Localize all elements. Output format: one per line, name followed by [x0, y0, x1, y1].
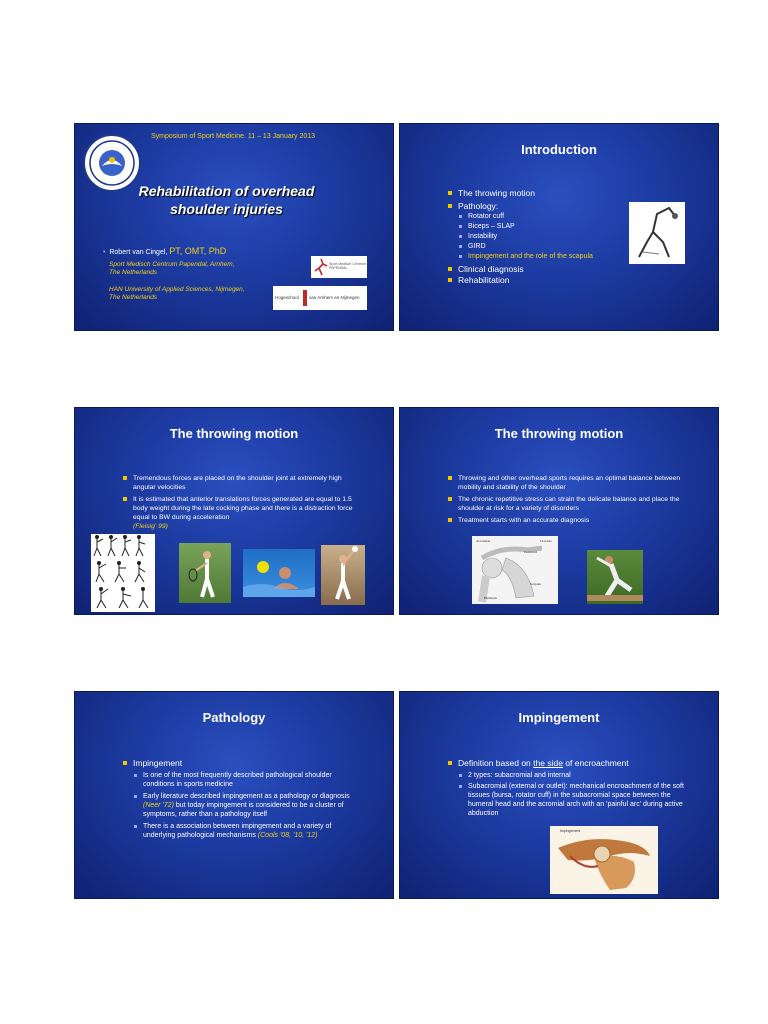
sub-text: Impingement and the role of the scapula [468, 253, 593, 260]
sub-text: Rotator cuff [468, 213, 505, 220]
sub-bullet-icon [459, 255, 462, 258]
throwing-arm-icon [629, 202, 685, 264]
bullet-treatment [448, 516, 683, 525]
slide-4-title: The throwing motion [494, 426, 624, 441]
bullet-text-continued: of encroachment [565, 758, 629, 768]
affiliation-2-line-1: HAN University of Applied Sciences, Nijmegen, [109, 286, 245, 293]
han-logo-left: Hogeschool [275, 295, 299, 300]
shoulder-bones-icon [472, 536, 558, 604]
han-logo-right: van Arnhem en Nijmegen [309, 295, 360, 300]
sub-bullet-icon [459, 774, 462, 777]
bullet-balance [448, 474, 683, 492]
label-humerus: Humerus [484, 596, 497, 600]
bullet-square-icon [448, 191, 452, 195]
bullet-square-icon [448, 518, 452, 522]
sub-biceps-slap [448, 222, 628, 231]
runner-logo-icon [314, 258, 328, 276]
bullet-square-icon [448, 761, 452, 765]
bullet-text: Rehabilitation [458, 275, 510, 285]
slide-4 [399, 407, 719, 615]
throwing-phases-sketch [91, 534, 155, 612]
pitcher-icon [587, 550, 643, 604]
sub-early-literature [123, 792, 358, 819]
bullet-text: The chronic repetitive stress can strain the delicate balance and place the shoulder at risk for a variety of disorders [458, 496, 680, 512]
shoulder-anatomy-image [472, 536, 558, 604]
bullet-square-icon [448, 278, 452, 282]
slide-6 [399, 691, 719, 899]
bullet-text: The throwing motion [458, 188, 536, 198]
sub-bullet-icon [459, 785, 462, 788]
label-scapula: Scapula [530, 582, 542, 586]
author-line [103, 246, 226, 256]
sub-text: Instability [468, 233, 498, 240]
bullet-text: Throwing and other overhead sports requires an optimal balance between mobility and stability of the shoulder [458, 475, 681, 491]
label-acromion: Acromion [476, 539, 491, 543]
volleyball-photo [321, 545, 365, 605]
bullet-square-icon [448, 497, 452, 501]
affiliation-2-line-2: The Netherlands [109, 294, 158, 301]
label-coracoid: Coracoid [524, 550, 537, 554]
slide-6-bullets [448, 758, 688, 819]
sub-text: There is a association between impingement and a variety of underlying pathological mechanisms [143, 823, 332, 839]
sub-bullet-icon [134, 774, 137, 777]
sub-association [123, 822, 358, 840]
author-bullet: • [103, 249, 108, 256]
slide-3-bullets [123, 474, 358, 534]
han-logo-mark [303, 290, 307, 306]
volleyball-player-icon [321, 545, 365, 605]
citation: (Cools '08, '10, '12) [257, 832, 318, 839]
sub-text-continued: but today impingement is considered to be a cluster of symptoms, rather than a pathology itself [143, 802, 344, 818]
slide-3 [74, 407, 394, 615]
slide-3-title: The throwing motion [169, 426, 299, 441]
citation: (Fleisig' 99) [133, 523, 168, 530]
slide-1-title: Rehabilitation of overhead shoulder injuries [138, 183, 315, 217]
bullet-throwing-motion [448, 188, 628, 198]
bullet-text: Impingement [133, 758, 183, 768]
figure-sketch-icon [91, 534, 155, 612]
affiliation-2 [109, 286, 245, 302]
citation: (Neer '72) [143, 802, 174, 809]
sub-text: Early literature described impingement as a pathology or diagnosis [143, 793, 350, 800]
bullet-underlined-text: the side [533, 758, 563, 768]
sub-frequently-described [123, 771, 358, 789]
sub-text: Biceps – SLAP [468, 223, 515, 230]
sub-gird [448, 242, 628, 251]
sub-subacromial [448, 782, 688, 818]
bullet-text: Definition based on [458, 758, 531, 768]
slide-2-bullets [448, 188, 628, 288]
bullet-text: Clinical diagnosis [458, 264, 524, 274]
bullet-square-icon [123, 476, 127, 480]
bullet-forces [123, 474, 358, 492]
sub-instability [448, 232, 628, 241]
slide-4-bullets [448, 474, 683, 528]
sub-bullet-icon [134, 825, 137, 828]
water-polo-photo [243, 549, 315, 597]
sub-text: Subacromial (external or outlet): mechanical encroachment of the soft tissues (bursa, rotator cuff) in the subacromial space between the humeral head and the acromial arch with an 'painful arc' during active abduction [468, 783, 684, 817]
author-degrees: PT, OMT, PhD [169, 246, 227, 256]
han-logo [273, 286, 367, 310]
slide-6-title: Impingement [518, 710, 600, 725]
sub-bullet-icon [459, 245, 462, 248]
sub-two-types [448, 771, 688, 780]
slide-5-title: Pathology [202, 710, 266, 725]
bullet-text: It is estimated that anterior translations forces generated are equal to 1.5 body weight during the late cocking phase and there is a distraction force equal to BW during acceleration [133, 496, 353, 521]
slide-2-title: Introduction [521, 142, 597, 157]
water-polo-player-icon [243, 549, 315, 597]
symposium-text: Symposium of Sport Medicine. 11 – 13 January 2013 [151, 133, 316, 140]
bullet-square-icon [123, 761, 127, 765]
tennis-player-icon [179, 543, 231, 603]
shoulder-joint-icon [550, 826, 658, 894]
bullet-impingement [123, 758, 358, 768]
bullet-pathology [448, 201, 628, 211]
label-clavicle: Clavicle [540, 539, 552, 543]
bullet-chronic-stress [448, 495, 683, 513]
sub-bullet-icon [134, 795, 137, 798]
smc-logo-text: Sport Medisch Centrum PAPENDAL [329, 262, 366, 270]
bullet-text: Tremendous forces are placed on the shoulder joint at extremely high angular velocities [133, 475, 342, 491]
slide-5 [74, 691, 394, 899]
slide-5-bullets [123, 758, 358, 841]
sub-impingement [448, 252, 628, 261]
tennis-player-photo [179, 543, 231, 603]
bullet-clinical-diagnosis [448, 264, 628, 274]
affiliation-1 [109, 261, 235, 277]
bullet-square-icon [448, 204, 452, 208]
sub-bullet-icon [459, 215, 462, 218]
impingement-image-label: Impingement [560, 829, 581, 833]
sub-rotator-cuff [448, 212, 628, 221]
impingement-image [550, 826, 658, 894]
sub-text: 2 types: subacromial and internal [468, 772, 571, 779]
bullet-text: Pathology: [458, 201, 499, 211]
slide-2 [399, 123, 719, 331]
sub-bullet-icon [459, 235, 462, 238]
pitcher-photo [587, 550, 643, 604]
sub-text: GIRD [468, 243, 486, 250]
sub-bullet-icon [459, 225, 462, 228]
sub-text: Is one of the most frequently described pathological shoulder conditions in sports medicine [143, 772, 332, 788]
bullet-rehabilitation [448, 275, 628, 285]
bullet-translation-forces [123, 495, 358, 531]
bullet-text: Treatment starts with an accurate diagnosis [458, 517, 590, 524]
author-name: Robert van Cingel, [109, 249, 168, 256]
bullet-square-icon [123, 497, 127, 501]
bullet-square-icon [448, 476, 452, 480]
slide-1 [74, 123, 394, 331]
affiliation-1-line-1: Sport Medisch Centrum Papendal, Arnhem, [109, 261, 235, 268]
smc-papendal-logo [311, 256, 367, 278]
bullet-square-icon [448, 267, 452, 271]
throwing-skeleton-image [629, 202, 685, 264]
affiliation-1-line-2: The Netherlands [109, 269, 158, 276]
bullet-definition [448, 758, 688, 768]
